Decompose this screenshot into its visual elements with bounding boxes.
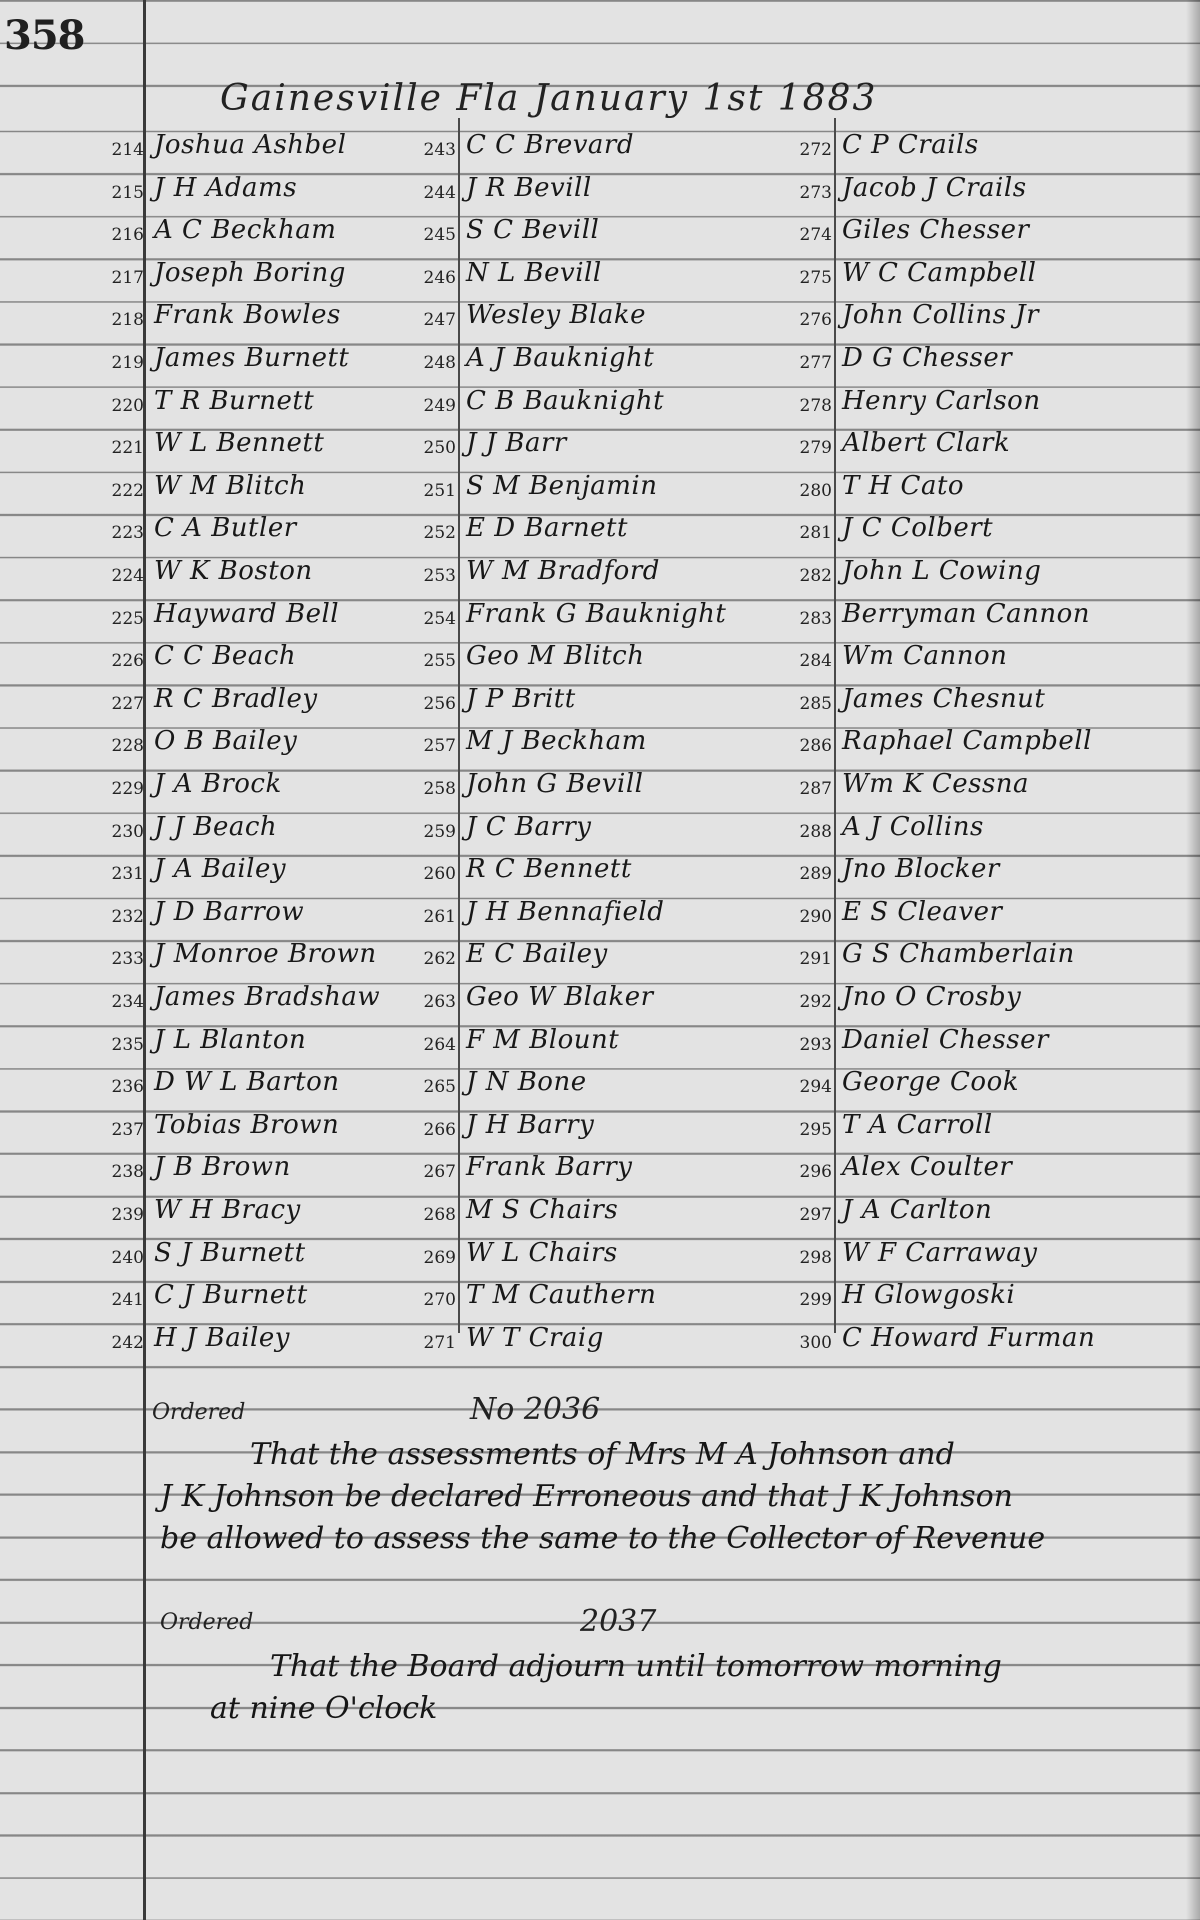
entry-number: 284 [799,651,832,672]
entry-name: John L Cowing [842,556,1042,586]
entry-name: W T Craig [466,1322,604,1353]
entry-name: W M Bradford [466,556,660,586]
entry-name: A C Beckham [154,215,337,246]
entry-number: 264 [423,1034,456,1055]
entry-number: 241 [111,1290,144,1311]
entry-number: 269 [423,1247,456,1268]
entry-number: 236 [111,1077,144,1098]
order-label-1: Ordered [152,1400,246,1425]
entry-number: 270 [423,1290,456,1311]
entry-name: J A Carlton [842,1195,993,1225]
entry-name: J Monroe Brown [154,939,377,970]
entry-number: 291 [799,949,832,970]
entry-number: 272 [799,140,832,160]
entry-number: 249 [423,395,456,416]
entry-number: 215 [111,182,144,203]
entry-number: 234 [111,992,144,1012]
entry-name: J H Adams [154,172,298,203]
entry-name: J A Brock [154,769,282,799]
entry-name: N L Bevill [466,257,602,288]
entry-number: 275 [799,267,832,288]
entry-number: 278 [799,395,832,416]
entry-name: C J Burnett [154,1280,308,1311]
entry-number: 227 [111,693,144,714]
entry-name: J C Barry [466,811,592,842]
entry-name: W H Bracy [154,1195,301,1225]
entry-number: 261 [423,906,456,927]
entry-number: 240 [111,1247,144,1268]
entry-number: 273 [799,182,832,203]
entry-name: C C Beach [154,641,297,672]
order-number-2: 2037 [580,1604,657,1639]
order-number-1: No 2036 [470,1392,601,1427]
entry-name: J B Brown [154,1152,291,1183]
entry-number: 244 [423,182,456,203]
entry-number: 224 [111,566,144,586]
entry-number: 280 [799,480,832,501]
entry-name: M S Chairs [466,1195,619,1225]
order-text-1 [160,1434,1180,1560]
entry-name: Albert Clark [842,428,1011,459]
entry-name: Henry Carlson [842,385,1041,416]
entry-name: W L Bennett [154,428,325,459]
entry-number: 288 [799,821,832,842]
entry-number: 282 [799,566,832,586]
entry-name: S M Benjamin [466,470,658,501]
entry-number: 294 [799,1077,832,1098]
entry-number: 246 [423,267,456,288]
entry-name: Raphael Campbell [842,726,1092,757]
entry-name: T R Burnett [154,385,315,416]
entry-name: S J Burnett [154,1237,306,1268]
entry-number: 229 [111,779,144,799]
entry-name: John Collins Jr [842,300,1040,331]
entry-number: 292 [799,992,832,1012]
entry-name: James Chesnut [842,683,1046,714]
entry-number: 231 [111,864,144,885]
entry-number: 289 [799,864,832,885]
entry-name: C Howard Furman [842,1322,1096,1353]
entry-number: 242 [111,1332,144,1353]
order-label-2: Ordered [160,1610,254,1635]
entry-number: 248 [423,353,456,373]
entry-number: 222 [111,480,144,501]
page-edge-shadow [1186,0,1200,1920]
entry-name: T H Cato [842,470,965,501]
entry-name: J A Bailey [154,854,287,885]
entry-name: A J Bauknight [466,343,655,373]
entry-name: Berryman Cannon [842,598,1090,629]
entry-number: 290 [799,906,832,927]
entry-number: 217 [111,267,144,288]
entry-name: Giles Chesser [842,215,1030,246]
entry-name: J J Beach [154,811,278,842]
entry-name: Jno Blocker [842,854,1000,885]
entry-name: Geo W Blaker [466,982,654,1012]
entry-name: R C Bennett [466,854,632,885]
entry-name: O B Bailey [154,726,298,757]
entry-name: Tobias Brown [154,1109,340,1140]
entry-number: 226 [111,651,144,672]
column-rule-1 [458,118,460,1333]
entry-name: James Bradshaw [154,982,381,1012]
entry-name: M J Beckham [466,726,647,757]
entry-number: 274 [799,225,832,246]
entry-name: Jacob J Crails [842,172,1027,203]
entry-name: W F Carraway [842,1237,1038,1268]
entry-number: 237 [111,1119,144,1140]
entry-name: J D Barrow [154,896,305,927]
entry-number: 297 [799,1205,832,1225]
entry-number: 271 [423,1332,456,1353]
entry-name: James Burnett [154,343,350,373]
entry-number: 296 [799,1162,832,1183]
entry-name: J L Blanton [154,1024,307,1055]
entry-number: 286 [799,736,832,757]
entry-name: D G Chesser [842,343,1013,373]
entry-number: 267 [423,1162,456,1183]
entry-number: 295 [799,1119,832,1140]
entry-number: 263 [423,992,456,1012]
entry-number: 252 [423,523,456,544]
entry-name: R C Bradley [154,683,318,714]
entry-number: 247 [423,310,456,331]
entry-name: J C Colbert [842,513,994,544]
entry-name: W C Campbell [842,257,1037,288]
entry-name: C C Brevard [466,130,634,160]
entry-number: 225 [111,608,144,629]
entry-number: 254 [423,608,456,629]
entry-number: 233 [111,949,144,970]
entry-name: John G Bevill [466,769,644,799]
entry-number: 258 [423,779,456,799]
entry-name: Daniel Chesser [842,1024,1049,1055]
entry-number: 255 [423,651,456,672]
entry-number: 214 [111,140,144,160]
entry-number: 239 [111,1205,144,1225]
entry-number: 277 [799,353,832,373]
entry-number: 251 [423,480,456,501]
entry-name: T A Carroll [842,1109,993,1140]
entry-name: J J Barr [466,428,567,459]
entry-number: 259 [423,821,456,842]
entry-name: W L Chairs [466,1237,618,1268]
entry-name: S C Bevill [466,215,600,246]
entry-name: George Cook [842,1067,1019,1098]
entry-name: H Glowgoski [842,1280,1016,1311]
order-line: That the Board adjourn until tomorrow morning [270,1649,1002,1684]
entry-number: 265 [423,1077,456,1098]
order-line: That the assessments of Mrs M A Johnson and [250,1437,955,1472]
entry-name: Hayward Bell [154,598,340,629]
entry-number: 219 [111,353,144,373]
entry-name: E D Barnett [466,513,628,544]
order-line: J K Johnson be declared Erroneous and that J K Johnson [160,1479,1013,1514]
entry-number: 281 [799,523,832,544]
entry-number: 268 [423,1205,456,1225]
entry-number: 238 [111,1162,144,1183]
entry-number: 279 [799,438,832,459]
entry-number: 216 [111,225,144,246]
entry-number: 218 [111,310,144,331]
entry-name: Wesley Blake [466,300,647,331]
entry-number: 228 [111,736,144,757]
entry-name: Jno O Crosby [842,982,1022,1012]
page-number: 358 [4,12,85,59]
column-rule-2 [834,118,836,1333]
entry-name: Frank G Bauknight [466,598,727,629]
entry-number: 221 [111,438,144,459]
entry-name: J P Britt [466,683,576,714]
order-text-2 [160,1646,1180,1730]
entry-number: 276 [799,310,832,331]
entry-name: Frank Barry [466,1152,633,1183]
entry-number: 256 [423,693,456,714]
entry-name: C A Butler [154,513,297,544]
entry-name: Wm K Cessna [842,769,1030,799]
entry-number: 245 [423,225,456,246]
entry-number: 262 [423,949,456,970]
entry-name: Alex Coulter [842,1152,1013,1183]
entry-name: E C Bailey [466,939,608,970]
entry-name: Frank Bowles [154,300,341,331]
entry-number: 235 [111,1034,144,1055]
entry-number: 260 [423,864,456,885]
entry-name: D W L Barton [154,1067,340,1098]
entry-name: W M Blitch [154,470,307,501]
entry-number: 300 [799,1332,832,1353]
entry-number: 230 [111,821,144,842]
entry-name: Geo M Blitch [466,641,645,672]
entry-number: 293 [799,1034,832,1055]
entry-number: 287 [799,779,832,799]
entry-name: T M Cauthern [466,1280,657,1311]
entry-number: 223 [111,523,144,544]
entry-number: 220 [111,395,144,416]
entry-number: 266 [423,1119,456,1140]
order-line: be allowed to assess the same to the Collector of Revenue [160,1521,1046,1556]
entry-name: C P Crails [842,130,979,160]
entry-number: 299 [799,1290,832,1311]
entry-name: A J Collins [842,811,984,842]
entry-number: 283 [799,608,832,629]
entry-name: J H Barry [466,1109,595,1140]
entry-name: Wm Cannon [842,641,1008,672]
entry-number: 250 [423,438,456,459]
entry-name: H J Bailey [154,1322,290,1353]
entry-name: J H Bennafield [466,896,665,927]
order-line: at nine O'clock [210,1691,438,1726]
entry-number: 257 [423,736,456,757]
entry-name: C B Bauknight [466,385,665,416]
entry-name: F M Blount [466,1024,620,1055]
entry-number: 243 [423,140,456,160]
entry-name: Joshua Ashbel [154,130,347,160]
entry-name: J R Bevill [466,172,592,203]
entry-number: 285 [799,693,832,714]
ledger-header: Gainesville Fla January 1st 1883 [220,78,878,119]
entry-number: 298 [799,1247,832,1268]
entry-name: E S Cleaver [842,896,1003,927]
entry-name: G S Chamberlain [842,939,1075,970]
entry-name: Joseph Boring [154,257,346,288]
entry-number: 253 [423,566,456,586]
entry-name: J N Bone [466,1067,587,1098]
entry-name: W K Boston [154,556,313,586]
entry-number: 232 [111,906,144,927]
